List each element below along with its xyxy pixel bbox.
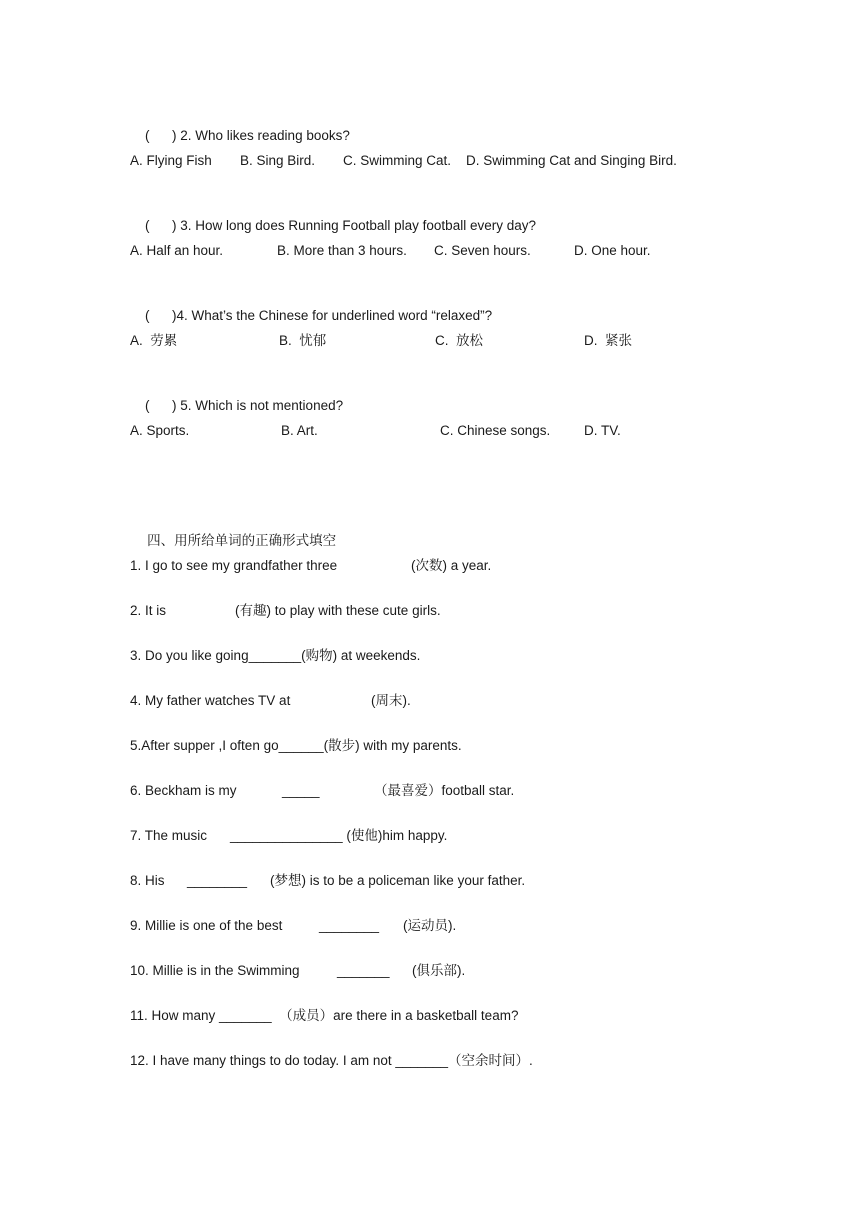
item-hint: (次数) a year. [411,558,492,573]
item-blank: _____ [282,783,320,798]
option-d: D. 紧张 [584,333,633,348]
item-text: 7. The music [130,828,208,843]
question-2-options [130,151,730,171]
fill-item-2 [130,601,730,621]
question-3-text: ( ) 3. How long does Running Football play football every day? [145,218,536,233]
fill-item-5 [130,736,730,756]
item-text: 8. His [130,873,165,888]
question-5-text: ( ) 5. Which is not mentioned? [145,398,344,413]
fill-item-4 [130,691,730,711]
section-four-heading [130,511,337,549]
question-2-text: ( ) 2. Who likes reading books? [145,128,350,143]
question-2-stem [130,106,350,143]
item-blank: ________ [187,873,248,888]
option-c: C. Chinese songs. [440,423,551,438]
item-text: 2. It is [130,603,167,618]
item-hint: (运动员). [403,918,457,933]
item-text: 9. Millie is one of the best [130,918,283,933]
fill-item-1 [130,556,730,576]
fill-item-8 [130,871,730,891]
option-a: A. Flying Fish [130,153,212,168]
item-text: 5.After supper ,I often go______(散步) with my parents. [130,738,462,753]
question-3-options [130,241,730,261]
option-a: A. Half an hour. [130,243,224,258]
option-b: B. Sing Bird. [240,153,316,168]
option-a: A. Sports. [130,423,190,438]
option-d: D. TV. [584,423,621,438]
fill-item-10 [130,961,730,981]
option-c: C. Swimming Cat. [343,153,452,168]
question-5-options [130,421,730,441]
fill-item-9 [130,916,730,936]
option-b: B. Art. [281,423,318,438]
option-a: A. 劳累 [130,333,178,348]
option-b: B. More than 3 hours. [277,243,407,258]
item-text: 11. How many _______ （成员）are there in a basketball team? [130,1008,519,1023]
question-4-stem [130,286,493,323]
item-blank: ________ [319,918,380,933]
fill-item-12 [130,1051,730,1071]
option-d: D. One hour. [574,243,651,258]
question-5-stem [130,376,344,413]
item-blank: _______ [337,963,390,978]
question-4-text: ( )4. What’s the Chinese for underlined word “relaxed”? [145,308,493,323]
fill-item-6 [130,781,730,801]
item-hint: (周末). [371,693,411,708]
fill-item-7 [130,826,730,846]
fill-item-11 [130,1006,730,1026]
option-b: B. 忧郁 [279,333,327,348]
question-4-options [130,331,730,351]
option-c: C. Seven hours. [434,243,531,258]
option-d: D. Swimming Cat and Singing Bird. [466,153,677,168]
item-text: 10. Millie is in the Swimming [130,963,300,978]
fill-item-3 [130,646,730,666]
item-text: 12. I have many things to do today. I am not _______（空余时间）. [130,1053,533,1068]
item-text: 4. My father watches TV at [130,693,291,708]
item-hint: (有趣) to play with these cute girls. [235,603,441,618]
option-c: C. 放松 [435,333,484,348]
section-heading-text: 四、用所给单词的正确形式填空 [147,533,337,549]
item-text: 1. I go to see my grandfather three [130,558,338,573]
question-3-stem [130,196,536,233]
item-hint: （最喜爱）football star. [374,783,515,798]
item-blank-hint: _______________ (使他)him happy. [230,828,448,843]
item-hint: (梦想) is to be a policeman like your father. [270,873,526,888]
item-text: 3. Do you like going_______(购物) at weekends. [130,648,421,663]
item-text: 6. Beckham is my [130,783,237,798]
item-hint: (俱乐部). [412,963,466,978]
